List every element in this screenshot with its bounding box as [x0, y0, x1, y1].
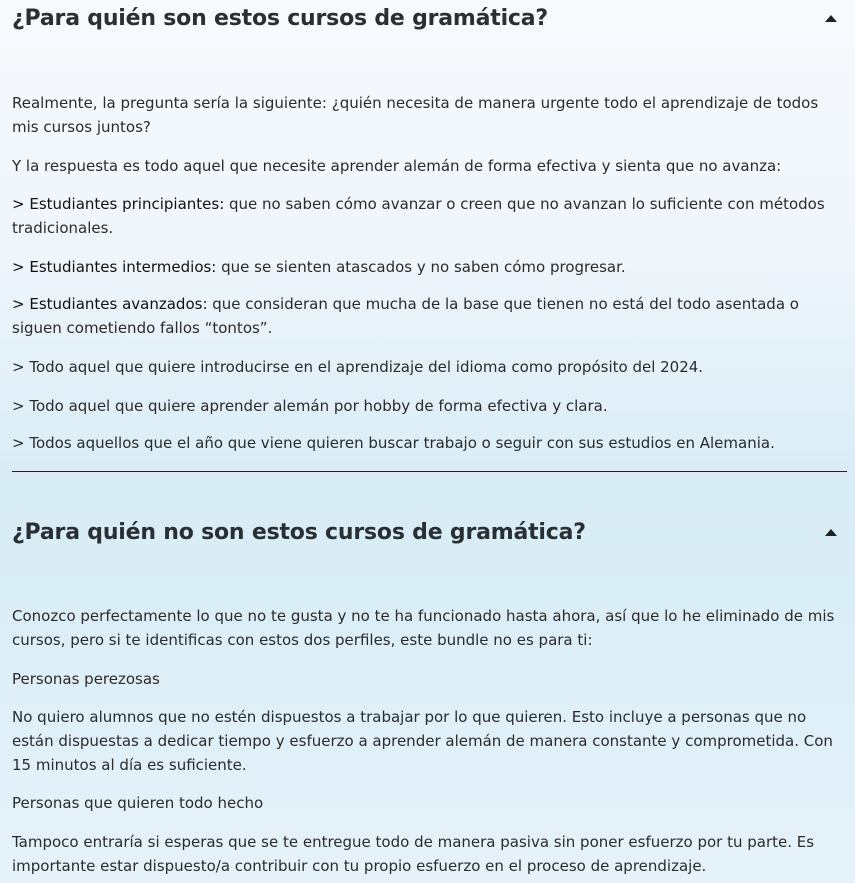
list-item: > Todos aquellos que el año que viene quieren buscar trabajo o seguir con sus estudios en Alemania. [12, 434, 775, 452]
profile-heading: Personas que quieren todo hecho [12, 794, 264, 812]
profile-heading: Personas perezosas [12, 670, 160, 688]
paragraph: Y la respuesta es todo aquel que necesite aprender alemán de forma efectiva y sienta que no avanza: [12, 157, 782, 175]
list-item-label: > Estudiantes principiantes: [12, 195, 225, 213]
section-divider [12, 471, 847, 472]
list-item [12, 255, 847, 279]
accordion-header-2[interactable] [12, 520, 847, 545]
list-item [12, 192, 847, 240]
caret-up-icon[interactable] [825, 15, 837, 22]
accordion-header-1[interactable] [12, 6, 847, 31]
section-title: ¿Para quién no son estos cursos de gramática? [12, 520, 586, 545]
list-item-label: > Estudiantes intermedios: [12, 258, 217, 276]
caret-up-icon[interactable] [825, 529, 837, 536]
accordion-toggle-2[interactable] [12, 520, 847, 545]
section-title: ¿Para quién son estos cursos de gramática? [12, 6, 548, 31]
list-item-label: > Estudiantes avanzados: [12, 295, 208, 313]
accordion-toggle-1[interactable] [12, 6, 847, 31]
paragraph: No quiero alumnos que no estén dispuestos a trabajar por lo que quieren. Esto incluye a personas que no están dispuestas a dedicar tiempo y esfuerzo a aprender alemán de manera constante y comprometida. Con 15 minutos al día es suficiente. [12, 708, 833, 774]
list-item-text: que no saben cómo avanzar o creen que no avanzan lo suficiente con métodos tradicionales. [12, 195, 825, 237]
paragraph: Conozco perfectamente lo que no te gusta y no te ha funcionado hasta ahora, así que lo he eliminado de mis cursos, pero si te identificas con estos dos perfiles, este bundle no es para ti: [12, 607, 835, 649]
list-item: > Todo aquel que quiere introducirse en el aprendizaje del idioma como propósito del 2024. [12, 358, 704, 376]
list-item: > Todo aquel que quiere aprender alemán por hobby de forma efectiva y clara. [12, 397, 608, 415]
paragraph: Realmente, la pregunta sería la siguiente: ¿quién necesita de manera urgente todo el aprendizaje de todos mis cursos juntos? [12, 94, 819, 136]
list-item-text: que consideran que mucha de la base que tienen no está del todo asentada o siguen cometiendo fallos “tontos”. [12, 295, 799, 337]
paragraph: Tampoco entraría si esperas que se te entregue todo de manera pasiva sin poner esfuerzo por tu parte. Es importante estar dispuesto/a contribuir con tu propio esfuerzo en el proceso de aprendizaje. [12, 833, 815, 875]
list-item-text: que se sienten atascados y no saben cómo progresar. [216, 258, 626, 276]
list-item [12, 292, 847, 340]
